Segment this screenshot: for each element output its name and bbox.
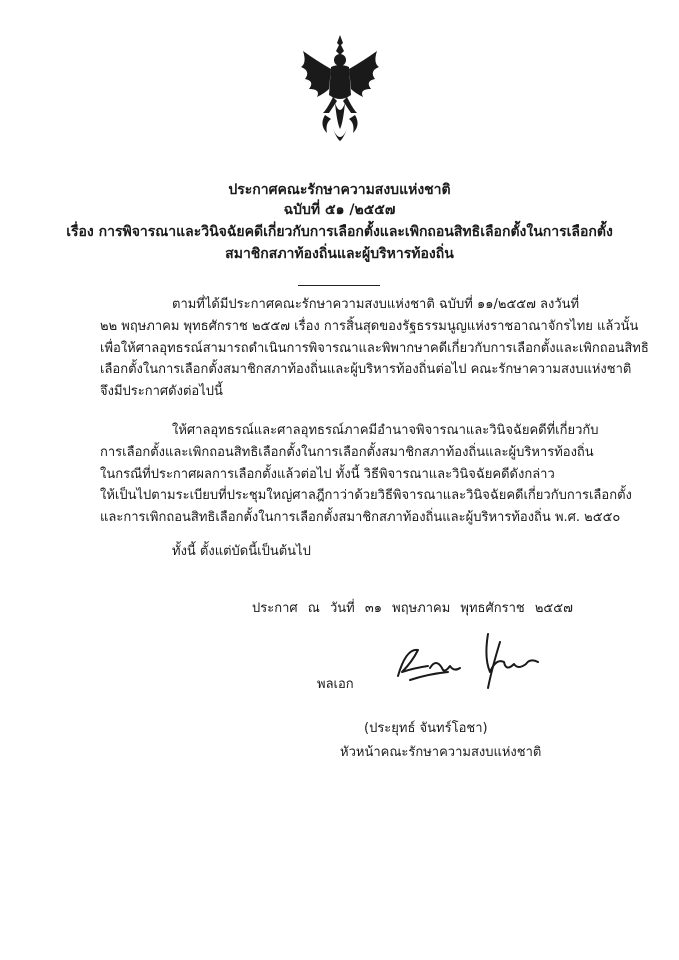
garuda-emblem-icon (295, 33, 385, 148)
paragraph-1-line: ตามที่ได้มีประกาศคณะรักษาความสงบแห่งชาติ ฉบับที่ ๑๑/๒๕๕๗ ลงวันที่ (172, 297, 580, 312)
issuer-heading: ประกาศคณะรักษาความสงบแห่งชาติ (228, 182, 451, 198)
paragraph-2-line: และการเพิกถอนสิทธิเลือกตั้งในการเลือกตั้งสมาชิกสภาท้องถิ่นและผู้บริหารท้องถิ่น พ.ศ. ๒๕๕๐ (100, 510, 621, 526)
divider (298, 285, 380, 286)
handwritten-signature (388, 628, 548, 698)
paragraph-1-line: จึงมีประกาศดังต่อไปนี้ (100, 384, 223, 400)
announcement-number: ฉบับที่ ๕๑ /๒๕๕๗ (283, 202, 396, 218)
subject-line-2: สมาชิกสภาท้องถิ่นและผู้บริหารท้องถิ่น (225, 246, 454, 262)
subject-line-1: เรื่อง การพิจารณาและวินิจฉัยคดีเกี่ยวกับการเลือกตั้งและเพิกถอนสิทธิเลือกตั้งในการเลือกตั้ง (66, 224, 613, 240)
paragraph-1-line: เพื่อให้ศาลอุทธรณ์สามารถดำเนินการพิจารณาและพิพากษาคดีเกี่ยวกับการเลือกตั้งและเพิกถอนสิทธิ (100, 340, 649, 356)
announcement-date: ประกาศ ณ วันที่ ๓๑ พฤษภาคม พุทธศักราช ๒๕๕๗ (252, 601, 573, 616)
paragraph-2-line: การเลือกตั้งและเพิกถอนสิทธิเลือกตั้งในการเลือกตั้งสมาชิกสภาท้องถิ่นและผู้บริหารท้องถิ่น (100, 444, 594, 460)
paragraph-2-line: ในกรณีที่ประกาศผลการเลือกตั้งแล้วต่อไป ทั้งนี้ วิธีพิจารณาและวินิจฉัยคดีดังกล่าว (100, 466, 555, 482)
signatory-name: (ประยุทธ์ จันทร์โอชา) (364, 721, 488, 736)
effective-clause (100, 541, 620, 563)
signatory-title: หัวหน้าคณะรักษาความสงบแห่งชาติ (340, 745, 542, 760)
paragraph-2-line: ให้ศาลอุทธรณ์และศาลอุทธรณ์ภาคมีอำนาจพิจารณาและวินิจฉัยคดีที่เกี่ยวกับ (172, 423, 599, 438)
paragraph-1 (100, 294, 649, 403)
paragraph-2 (100, 420, 632, 529)
paragraph-1-line: ๒๒ พฤษภาคม พุทธศักราช ๒๕๕๗ เรื่อง การสิ้นสุดของรัฐธรรมนูญแห่งราชอาณาจักรไทย แล้วนั้น (100, 318, 639, 334)
signatory-rank: พลเอก (317, 677, 354, 692)
paragraph-1-line: เลือกตั้งในการเลือกตั้งสมาชิกสภาท้องถิ่นและผู้บริหารท้องถิ่นต่อไป คณะรักษาความสงบแห่งชาติ (100, 362, 632, 378)
paragraph-2-line: ให้เป็นไปตามระเบียบที่ประชุมใหญ่ศาลฎีกาว่าด้วยวิธีพิจารณาและวินิจฉัยคดีเกี่ยวกับการเลือกตั้ง (100, 488, 632, 504)
effective-text: ทั้งนี้ ตั้งแต่บัดนี้เป็นต้นไป (172, 544, 311, 559)
